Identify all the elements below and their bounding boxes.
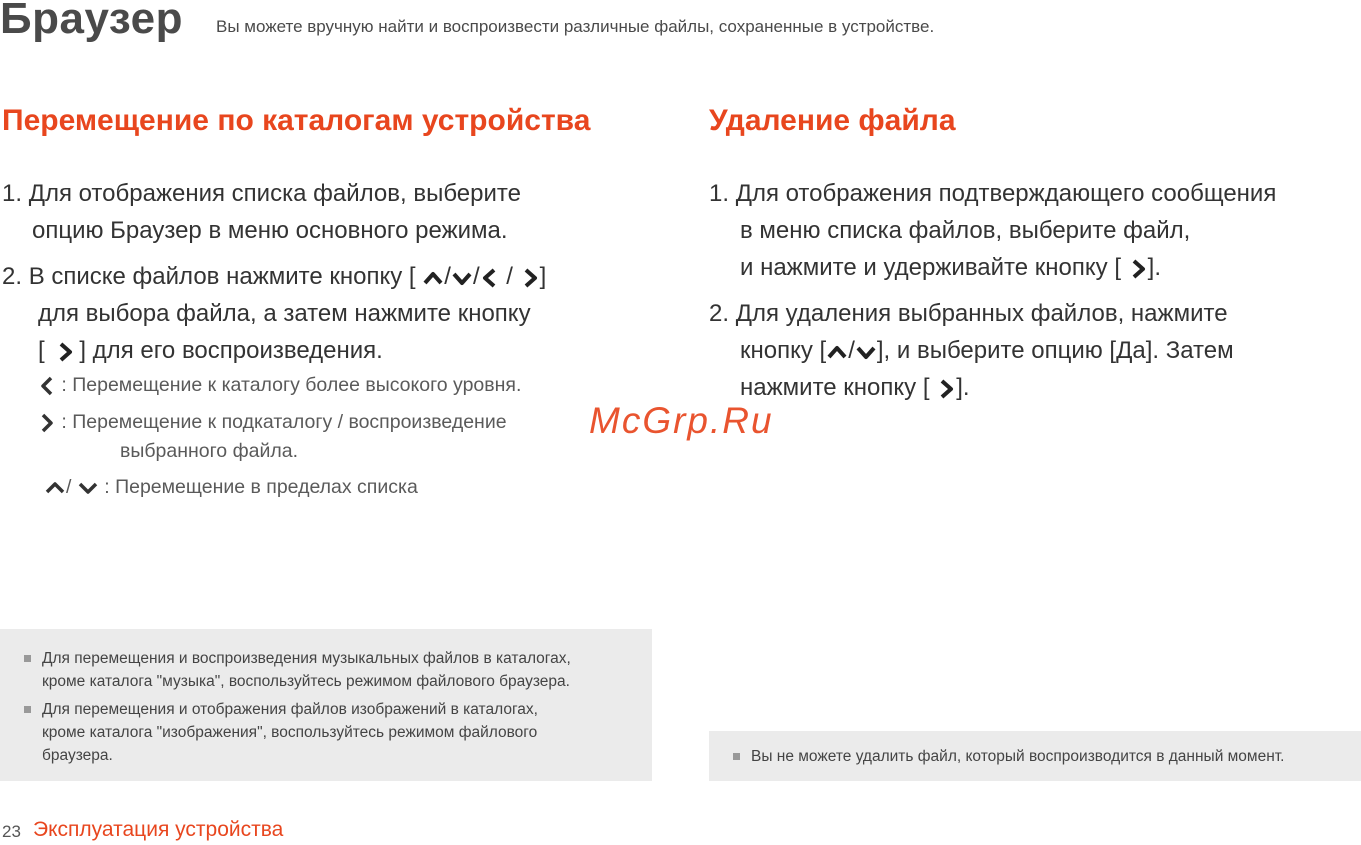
left-step-1-cont: опцию Браузер в меню основного режима. [32,217,508,244]
left-step-2 [2,258,546,295]
left-step-1 [2,175,521,212]
step-text: ]. [1147,254,1162,281]
slash: / [848,337,855,364]
chevron-right-icon [1128,258,1148,280]
tip-box-left [0,629,652,781]
tip-box-right [709,731,1361,781]
chevron-right-icon [936,378,956,400]
step-text: нажмите кнопку [ [740,374,930,401]
tip-delete: Вы не можете удалить файл, который воспроизводится в данный момент. [751,748,1285,765]
bullet-icon [24,655,31,662]
note-text: : Перемещение в пределах списка [104,476,418,498]
right-step-2 [709,295,1228,332]
note-text: : Перемещение к каталогу более высокого уровня. [61,374,522,396]
left-step-2-line3 [38,332,383,369]
right-step-2-line2 [740,332,1234,369]
step-text: ]. [956,374,970,401]
slash: / [66,476,72,498]
page-subtitle: Вы можете вручную найти и воспроизвести различные файлы, сохраненные в устройстве. [216,17,935,36]
tip-2 [42,698,538,767]
footer-section-title: Эксплуатация устройства [33,818,284,841]
tip-line: кроме каталога "музыка", воспользуйтесь режимом файлового браузера. [42,673,570,690]
step-number: 2. [2,263,23,290]
slash: / [506,263,513,290]
step-text: Для удаления выбранных файлов, нажмите [735,300,1228,327]
note-text: : Перемещение к подкаталогу / воспроизведение [61,411,507,433]
step-text: Для отображения подтверждающего сообщения [735,180,1277,207]
tip-line: Для перемещения и воспроизведения музыкальных файлов в каталогах, [42,650,571,667]
left-step-2-line2: для выбора файла, а затем нажмите кнопку [38,300,531,327]
chevron-right-icon [38,412,56,434]
step-text: Для отображения списка файлов, выберите [28,180,521,207]
note-right-key [38,411,507,434]
right-step-1-line2: в меню списка файлов, выберите файл, [740,217,1191,244]
slash: / [472,263,480,290]
right-step-2-line3 [740,369,970,406]
step-number: 1. [2,180,23,207]
right-step-1-line3 [740,249,1161,286]
watermark: McGrp.Ru [589,400,774,441]
chevron-up-icon [44,480,66,496]
chevron-down-icon [451,269,473,287]
chevron-up-icon [422,269,444,287]
tip-line: Для перемещения и отображения файлов изображений в каталогах, [42,701,538,718]
note-left-key [38,374,521,397]
chevron-left-icon [480,267,500,289]
slash: / [444,263,451,290]
step-text: и нажмите и удерживайте кнопку [ [740,254,1121,281]
chevron-right-icon [520,267,540,289]
step-text: ], и выберите опцию [Да]. Затем [876,337,1234,364]
bullet-icon [24,706,31,713]
note-updown-key [44,476,418,499]
bracket-open: [ [38,337,45,364]
tip-line: кроме каталога "изображения", воспользуйтесь режимом файлового [42,724,538,741]
tip-line: браузера. [42,747,113,764]
chevron-up-icon [826,343,848,361]
bracket-close: ] [539,263,547,290]
step-number: 2. [709,300,730,327]
chevron-left-icon [38,375,56,397]
chevron-down-icon [855,343,877,361]
step-number: 1. [709,180,730,207]
note-right-key-cont: выбранного файла. [120,440,298,462]
right-step-1 [709,175,1276,212]
chevron-right-icon [55,341,75,363]
step-text: ] для его воспроизведения. [79,337,383,364]
tip-1 [42,647,571,693]
page-title: Браузер [0,0,184,43]
section-heading-delete: Удаление файла [709,104,956,137]
page-number: 23 [2,822,21,841]
chevron-down-icon [77,480,99,496]
bullet-icon [733,753,740,760]
section-heading-navigation: Перемещение по каталогам устройства [2,104,591,137]
step-text: кнопку [ [740,337,827,364]
step-text: В списке файлов нажмите кнопку [ [28,263,416,290]
